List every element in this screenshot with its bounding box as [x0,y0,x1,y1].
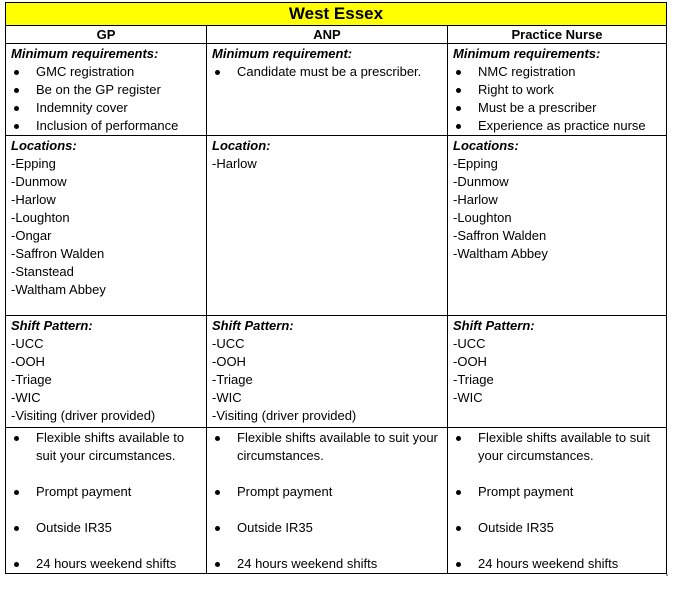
shift-pattern-row [6,316,667,428]
benefits-cell [207,428,448,574]
column-header-practice-nurse: Practice Nurse [448,26,667,44]
location-item: -Harlow [11,192,56,207]
requirement-item: Candidate must be a prescriber. [212,63,442,81]
requirement-item: GMC registration [11,63,201,81]
benefit-item: 24 hours weekend shifts [11,555,201,573]
benefit-item: Outside IR35 [453,519,661,537]
page-corner-mark [666,574,668,576]
locations-cell [6,136,207,316]
shift-item: -OOH [453,354,487,369]
requirement-item: Indemnity cover [11,99,201,117]
west-essex-table [5,2,667,574]
benefit-item: Flexible shifts available to suit your circumstances. [212,429,442,465]
benefit-item: 24 hours weekend shifts [453,555,661,573]
location-item: -Epping [11,156,56,171]
benefits-list [212,429,442,573]
requirement-item: NMC registration [453,63,661,81]
shift-item: -Visiting (driver provided) [212,408,357,423]
location-item: -Ongar [11,228,52,243]
benefits-list [11,429,201,573]
benefit-item: Prompt payment [212,483,442,501]
benefit-item: Flexible shifts available to suit your circumstances. [11,429,201,465]
locations-title: Location: [212,138,271,153]
location-item: -Loughton [453,210,512,225]
shift-item: -WIC [453,390,483,405]
locations-title: Locations: [11,138,77,153]
shift-item: -Visiting (driver provided) [11,408,156,423]
benefit-item: Prompt payment [11,483,201,501]
locations-row [6,136,667,316]
benefit-item: Prompt payment [453,483,661,501]
column-header-anp: ANP [207,26,448,44]
benefits-row [6,428,667,574]
location-item: -Harlow [212,156,257,171]
requirements-cell [6,44,207,136]
requirements-cell [448,44,667,136]
locations-cell [448,136,667,316]
locations-cell [207,136,448,316]
location-item: -Epping [453,156,498,171]
requirements-title: Minimum requirements: [11,46,159,61]
shift-pattern-cell [448,316,667,428]
locations-title: Locations: [453,138,519,153]
shift-item: -WIC [11,390,41,405]
location-item: -Waltham Abbey [11,282,106,297]
column-header-gp: GP [6,26,207,44]
benefits-cell [448,428,667,574]
requirements-list [453,63,661,135]
location-item: -Dunmow [453,174,509,189]
location-item: -Dunmow [11,174,67,189]
benefit-item: Flexible shifts available to suit your circumstances. [453,429,661,465]
benefit-item: 24 hours weekend shifts [212,555,442,573]
shift-item: -OOH [212,354,246,369]
requirement-item: Experience as practice nurse [453,117,661,135]
requirement-item: Be on the GP register [11,81,201,99]
location-item: -Waltham Abbey [453,246,548,261]
requirements-cell [207,44,448,136]
location-item: -Stanstead [11,264,74,279]
shift-item: -OOH [11,354,45,369]
shift-item: -UCC [11,336,44,351]
title-row [6,3,667,26]
header-row [6,26,667,44]
location-item: -Saffron Walden [453,228,547,243]
shift-pattern-title: Shift Pattern: [453,318,535,333]
requirement-item: Must be a prescriber [453,99,661,117]
table-title: West Essex [6,3,667,26]
shift-pattern-cell [6,316,207,428]
requirements-list [212,63,442,81]
shift-item: -Triage [212,372,253,387]
benefit-item: Outside IR35 [11,519,201,537]
shift-item: -UCC [212,336,245,351]
shift-item: -WIC [212,390,242,405]
shift-pattern-cell [207,316,448,428]
benefit-item: Outside IR35 [212,519,442,537]
shift-pattern-title: Shift Pattern: [212,318,294,333]
requirements-row [6,44,667,136]
requirements-list [11,63,201,135]
requirements-title: Minimum requirements: [453,46,601,61]
location-item: -Loughton [11,210,70,225]
requirements-title: Minimum requirement: [212,46,353,61]
benefits-cell [6,428,207,574]
requirement-item: Right to work [453,81,661,99]
shift-item: -Triage [11,372,52,387]
location-item: -Saffron Walden [11,246,105,261]
shift-item: -Triage [453,372,494,387]
location-item: -Harlow [453,192,498,207]
benefits-list [453,429,661,573]
shift-item: -UCC [453,336,486,351]
shift-pattern-title: Shift Pattern: [11,318,93,333]
requirement-item: Inclusion of performance [11,117,201,135]
